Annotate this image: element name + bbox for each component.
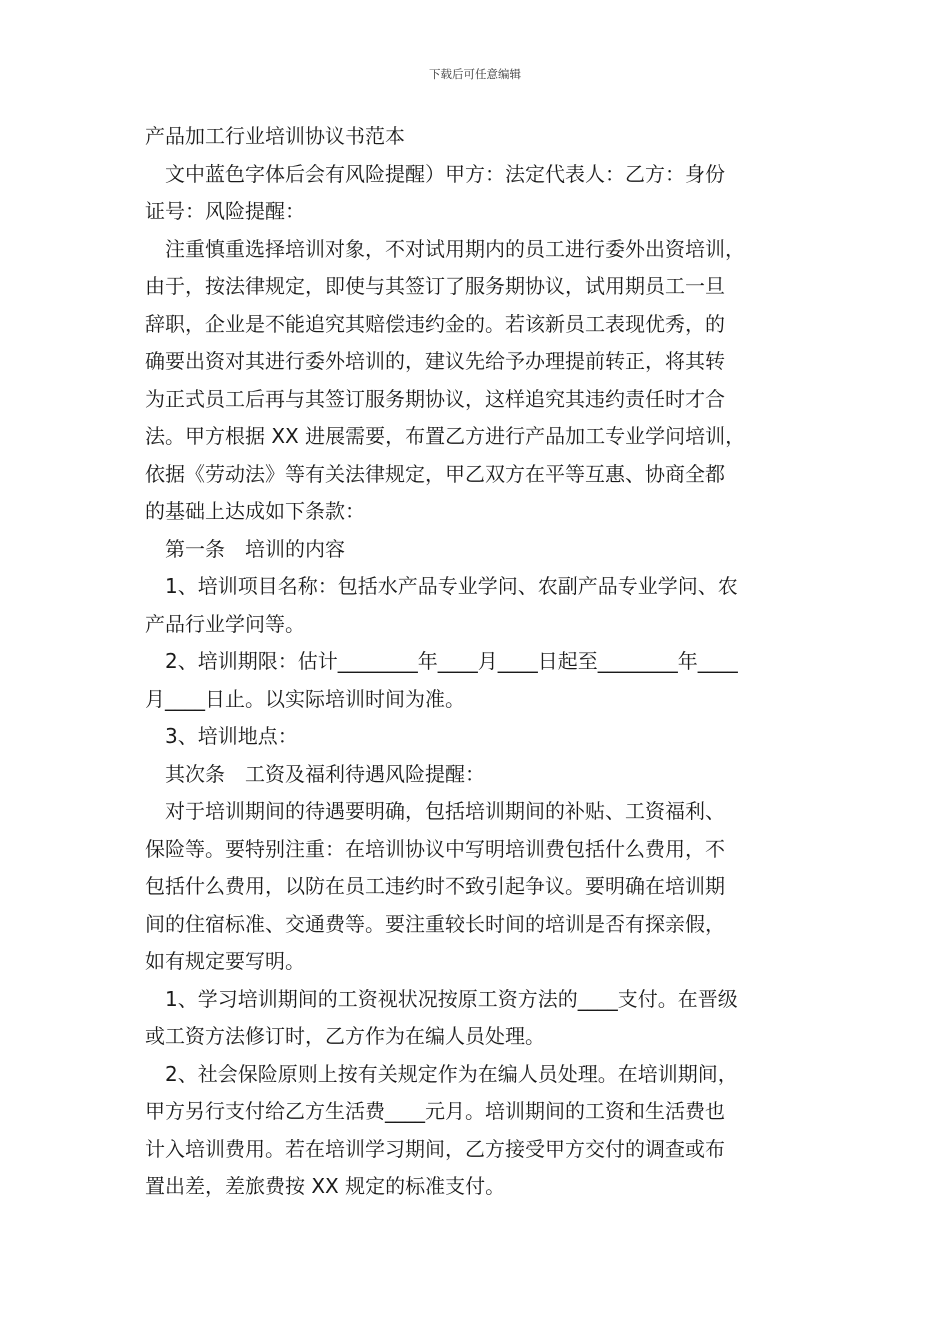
document-line: 确要出资对其进行委外培训的，建议先给予办理提前转正，将其转 (145, 349, 725, 373)
document-line: 由于，按法律规定，即使与其签订了服务期协议，试用期员工一旦 (145, 274, 725, 298)
document-line: 产品行业学问等。 (145, 611, 305, 636)
document-line: 其次条 工资及福利待遇风险提醒： (165, 761, 485, 786)
document-line: 依据《劳动法》等有关法律规定，甲乙双方在平等互惠、协商全都 (145, 461, 725, 486)
page-header-note: 下载后可任意编辑 (429, 67, 521, 81)
document-line: 甲方另行支付给乙方生活费____元月。培训期间的工资和生活费也 (145, 1099, 725, 1123)
document-line: 1、学习培训期间的工资视状况按原工资方法的____支付。在晋级 (165, 986, 738, 1011)
document-line: 包括什么费用，以防在员工违约时不致引起争议。要明确在培训期 (145, 874, 725, 898)
document-line: 第一条 培训的内容 (165, 536, 345, 561)
document-line: 证号：风险提醒： (145, 199, 305, 223)
document-line: 2、培训期限：估计________年____月____日起至________年____ (165, 649, 738, 673)
document-line: 保险等。要特别注重：在培训协议中写明培训费包括什么费用，不 (145, 836, 725, 861)
document-body (145, 118, 810, 1206)
document-line: 文中蓝色字体后会有风险提醒）甲方：法定代表人：乙方：身份 (165, 161, 725, 186)
document-line: 为正式员工后再与其签订服务期协议，这样追究其违约责任时才合 (145, 386, 725, 411)
document-line: 注重慎重选择培训对象，不对试用期内的员工进行委外出资培训， (165, 236, 745, 261)
document-line: 法。甲方根据 XX 进展需要，布置乙方进行产品加工专业学问培训， (145, 424, 746, 448)
document-line: 2、社会保险原则上按有关规定作为在编人员处理。在培训期间， (165, 1061, 738, 1086)
document-line: 辞职，企业是不能追究其赔偿违约金的。若该新员工表现优秀，的 (145, 311, 725, 336)
document-line: 置出差，差旅费按 XX 规定的标准支付。 (145, 1174, 506, 1198)
document-line: 对于培训期间的待遇要明确，包括培训期间的补贴、工资福利、 (165, 799, 725, 823)
document-line: 的基础上达成如下条款： (145, 499, 365, 523)
document-line: 计入培训费用。若在培训学习期间，乙方接受甲方交付的调查或布 (145, 1136, 725, 1161)
document-line: 1、培训项目名称：包括水产品专业学问、农副产品专业学问、农 (165, 574, 738, 598)
document-line: 月____日止。以实际培训时间为准。 (145, 686, 465, 711)
document-line: 如有规定要写明。 (145, 949, 305, 973)
document-line: 或工资方法修订时，乙方作为在编人员处理。 (145, 1024, 545, 1048)
document-title: 产品加工行业培训协议书范本 (145, 124, 405, 148)
document-line: 间的住宿标准、交通费等。要注重较长时间的培训是否有探亲假， (145, 911, 725, 936)
document-line: 3、培训地点： (165, 724, 298, 748)
